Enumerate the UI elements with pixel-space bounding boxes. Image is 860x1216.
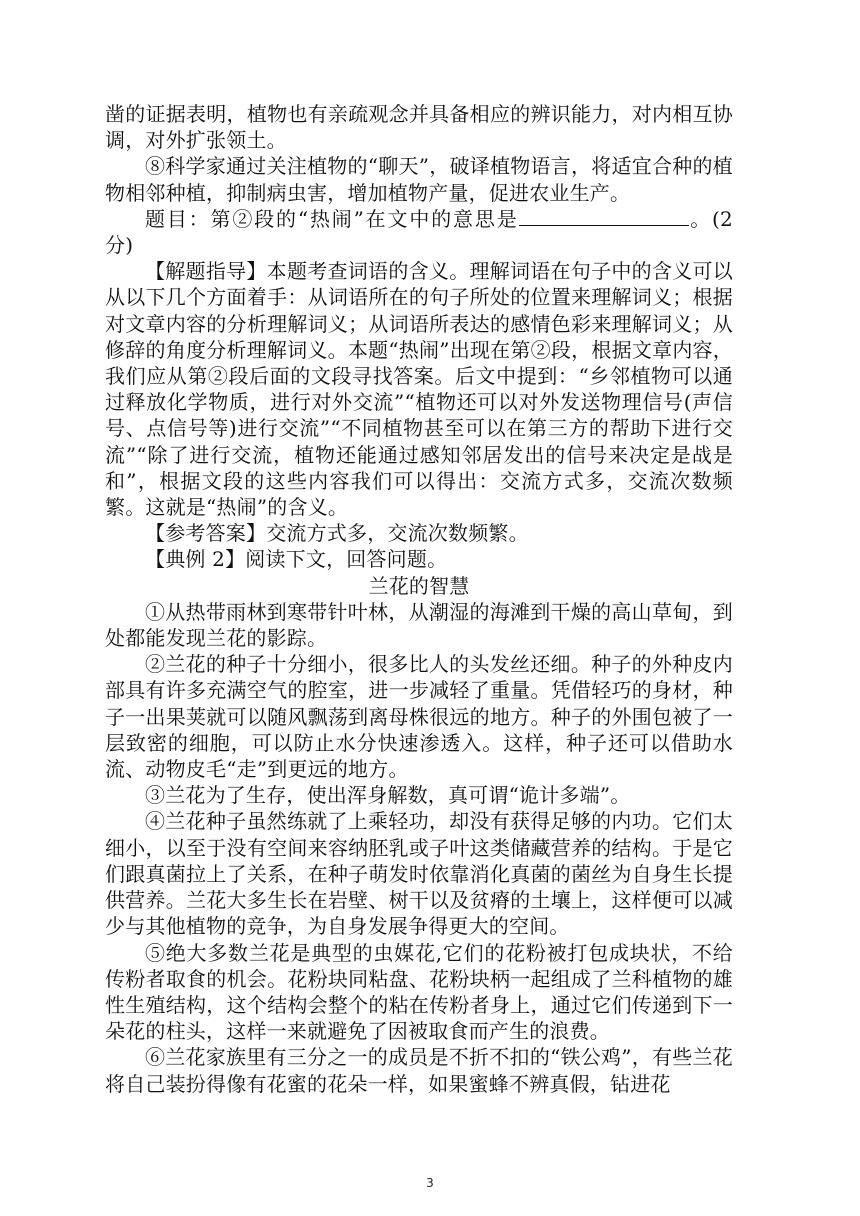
article-paragraph-4: ④兰花种子虽然练就了上乘轻功，却没有获得足够的内功。它们太细小，以至于没有空间来容纳胚乳或子叶这类储藏营养的结构。于是它们跟真菌拉上了关系，在种子萌发时依靠消化真菌的菌丝为自身生长提供营养。兰花大多生长在岩壁、树干以及贫瘠的土壤上，这样便可以减少与其他植物的竞争，为自身发展争得更大的空间。 [105, 809, 733, 939]
question-score: 。(2 分) [105, 206, 733, 258]
answer-blank [519, 207, 689, 226]
paragraph-8: ⑧科学家通过关注植物的“聊天”，破译植物语言，将适宜合种的植物相邻种植，抑制病虫害，增加植物产量，促进农业生产。 [105, 154, 733, 205]
article-paragraph-2: ②兰花的种子十分细小，很多比人的头发丝还细。种子的外种皮内部具有许多充满空气的腔室，进一步减轻了重量。凭借轻巧的身材，种子一出果荚就可以随风飘荡到离母株很远的地方。种子的外围包被了一层致密的细胞，可以防止水分快速渗透入。这样，种子还可以借助水流、动物皮毛“走”到更远的地方。 [105, 652, 733, 782]
question-prompt [105, 206, 733, 258]
document-body [105, 101, 733, 1097]
question-text: 题目：第②段的“热闹”在文中的意思是 [145, 206, 519, 231]
article-paragraph-5: ⑤绝大多数兰花是典型的虫媒花,它们的花粉被打包成块状，不给传粉者取食的机会。花粉块同粘盘、花粉块柄一起组成了兰科植物的雄性生殖结构，这个结构会整个的粘在传粉者身上，通过它们传递到下一朵花的柱头，这样一来就避免了因被取食而产生的浪费。 [105, 940, 733, 1044]
page-number: 3 [426, 1176, 434, 1190]
reference-answer: 【参考答案】交流方式多，交流次数频繁。 [145, 521, 529, 546]
solution-guide: 【解题指导】本题考查词语的含义。理解词语在句子中的含义可以从以下几个方面着手：从词语所在的句子所处的位置来理解词义；根据对文章内容的分析理解词义；从词语所表达的感情色彩来理解词义；从修辞的角度分析理解词义。本题“热闹”出现在第②段，根据文章内容，我们应从第②段后面的文段寻找答案。后文中提到：“乡邻植物可以通过释放化学物质，进行对外交流”“植物还可以对外发送物理信号(声信号、点信号等)进行交流”“不同植物甚至可以在第三方的帮助下进行交流”“除了进行交流，植物还能通过感知邻居发出的信号来决定是战是和”，根据文段的这些内容我们可以得出：交流方式多，交流次数频繁。这就是“热闹”的含义。 [105, 259, 733, 520]
example-2-heading: 【典例 2】阅读下文，回答问题。 [145, 547, 448, 572]
paragraph-continuation: 凿的证据表明，植物也有亲疏观念并具备相应的辨识能力，对内相互协调，对外扩张领土。 [105, 102, 733, 153]
article-paragraph-1: ①从热带雨林到寒带针叶林，从潮湿的海滩到干燥的高山草甸，到处都能发现兰花的影踪。 [105, 599, 733, 651]
article-paragraph-3: ③兰花为了生存，使出浑身解数，真可谓“诡计多端”。 [145, 783, 631, 808]
article-paragraph-6: ⑥兰花家族里有三分之一的成员是不折不扣的“铁公鸡”，有些兰花将自己装扮得像有花蜜的花朵一样，如果蜜蜂不辨真假，钻进花 [105, 1045, 733, 1096]
article-title: 兰花的智慧 [368, 573, 470, 598]
